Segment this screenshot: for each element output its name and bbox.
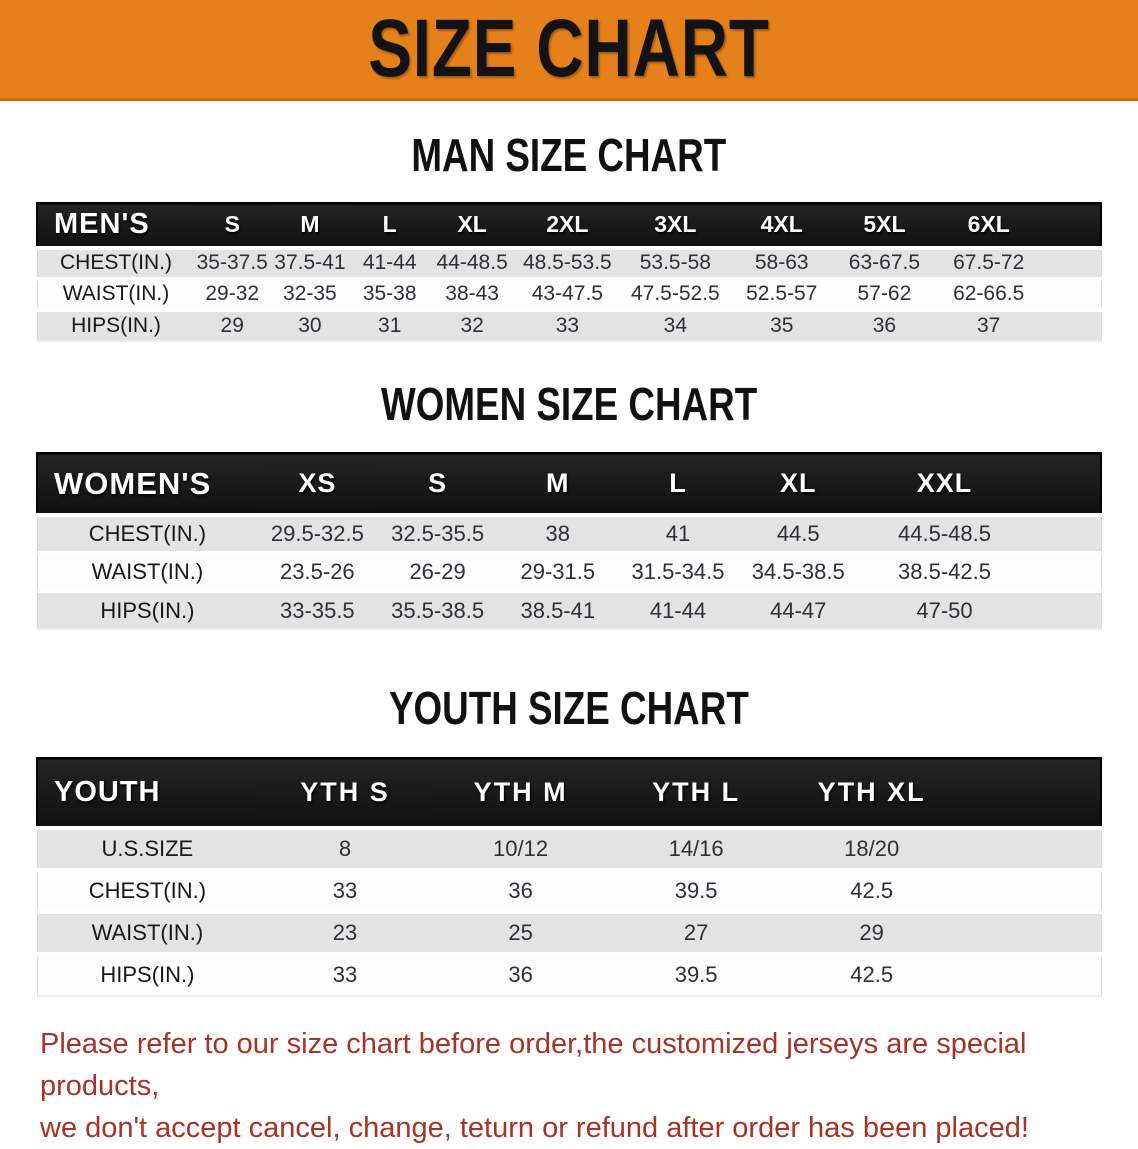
measurement-value: 38.5-42.5 — [898, 559, 991, 585]
measurement-value: 47-50 — [916, 597, 973, 623]
banner-title-text: SIZE CHART — [368, 3, 770, 94]
measurement-row — [37, 310, 1101, 341]
table-corner-label: MEN'S — [54, 208, 150, 241]
measurement-value: 67.5-72 — [953, 251, 1025, 275]
measurement-value: 42.5 — [850, 962, 894, 988]
size-table-header-row — [37, 203, 1101, 248]
measurement-row — [37, 248, 1101, 279]
measurement-value: 32 — [460, 313, 484, 337]
measurement-row — [37, 828, 1101, 870]
measurement-value: 41-44 — [649, 597, 707, 623]
women-section-heading — [0, 379, 1138, 430]
measurement-value: 38.5-41 — [520, 597, 596, 623]
measurement-value: 39.5 — [674, 877, 718, 903]
row-spacer — [1041, 310, 1101, 341]
size-column-header: L — [669, 468, 687, 499]
measurement-value: 33 — [332, 962, 358, 988]
measurement-value: 48.5-53.5 — [522, 251, 612, 275]
size-column-header: M — [300, 211, 320, 238]
measurement-value: 42.5 — [850, 877, 894, 903]
measurement-value: 8 — [338, 835, 352, 861]
measurement-value: 18/20 — [844, 835, 900, 861]
table-corner-label: WOMEN'S — [54, 465, 212, 501]
measurement-value: 29-32 — [205, 282, 260, 306]
row-label: CHEST(IN.) — [59, 251, 172, 275]
measurement-value: 36 — [508, 962, 533, 988]
measurement-value: 23 — [332, 919, 358, 945]
measurement-value: 31.5-34.5 — [631, 559, 725, 585]
measurement-value: 29-31.5 — [520, 559, 596, 585]
row-label: CHEST(IN.) — [88, 521, 207, 547]
measurement-value: 34.5-38.5 — [751, 559, 845, 585]
measurement-value: 35-37.5 — [196, 251, 268, 275]
header-spacer — [1041, 203, 1101, 248]
disclaimer-line-2: we don't accept cancel, change, teturn or refund after order has been placed! — [40, 1111, 1029, 1144]
size-column-header: 4XL — [760, 211, 803, 238]
size-column-header: L — [382, 211, 397, 238]
size-column-header: 6XL — [967, 211, 1010, 238]
row-spacer — [1031, 515, 1101, 553]
men-size-table — [36, 202, 1102, 342]
measurement-value: 58-63 — [754, 251, 809, 275]
size-column-header: 2XL — [546, 211, 589, 238]
measurement-row — [37, 553, 1101, 591]
size-column-header: YTH S — [300, 776, 390, 807]
measurement-value: 37.5-41 — [274, 251, 346, 275]
measurement-value: 44.5-48.5 — [898, 521, 991, 547]
row-spacer — [959, 954, 1101, 996]
measurement-value: 26-29 — [409, 559, 466, 585]
row-spacer — [1041, 248, 1101, 279]
youth-section-heading-text: YOUTH SIZE CHART — [389, 682, 749, 735]
table-corner-label: YOUTH — [54, 775, 161, 808]
measurement-row — [37, 515, 1101, 553]
measurement-value: 57-62 — [857, 282, 912, 306]
measurement-row — [37, 279, 1101, 310]
women-section-heading-text: WOMEN SIZE CHART — [380, 377, 758, 430]
row-spacer — [959, 870, 1101, 912]
measurement-value: 33 — [555, 313, 580, 337]
measurement-row — [37, 870, 1101, 912]
measurement-value: 32-35 — [283, 282, 337, 306]
measurement-value: 36 — [872, 313, 897, 337]
size-column-header: S — [224, 211, 240, 238]
measurement-value: 52.5-57 — [746, 282, 818, 306]
measurement-value: 35.5-38.5 — [391, 597, 485, 623]
row-label: HIPS(IN.) — [100, 962, 195, 988]
size-column-header: YTH L — [652, 776, 741, 807]
measurement-row — [37, 912, 1101, 954]
measurement-value: 44-47 — [770, 597, 827, 623]
measurement-value: 39.5 — [674, 962, 718, 988]
men-section-heading-text: MAN SIZE CHART — [411, 129, 727, 181]
disclaimer-text — [0, 1023, 1138, 1149]
measurement-value: 35 — [770, 313, 794, 337]
measurement-value: 31 — [378, 313, 402, 337]
size-column-header: XS — [298, 468, 337, 499]
measurement-value: 63-67.5 — [848, 251, 921, 275]
measurement-row — [37, 954, 1101, 996]
row-label: CHEST(IN.) — [88, 877, 207, 903]
size-column-header: YTH M — [473, 776, 568, 807]
disclaimer-footer — [0, 1023, 1138, 1149]
measurement-value: 35-38 — [362, 282, 417, 306]
measurement-value: 27 — [683, 919, 709, 945]
measurement-value: 43-47.5 — [531, 282, 603, 306]
youth-section-heading — [0, 683, 1138, 734]
measurement-value: 47.5-52.5 — [630, 282, 720, 306]
men-section-heading — [0, 130, 1138, 181]
measurement-row — [37, 591, 1101, 629]
size-table-header-row — [37, 453, 1101, 515]
measurement-value: 23.5-26 — [280, 559, 355, 585]
measurement-value: 41-44 — [362, 251, 417, 275]
row-spacer — [1031, 553, 1101, 591]
youth-size-table — [36, 757, 1102, 997]
header-spacer — [1031, 453, 1101, 515]
size-column-header: 5XL — [863, 211, 906, 238]
size-column-header: YTH XL — [817, 776, 926, 807]
measurement-value: 30 — [298, 313, 322, 337]
measurement-value: 32.5-35.5 — [391, 521, 485, 547]
row-spacer — [959, 828, 1101, 870]
measurement-value: 62-66.5 — [953, 282, 1025, 306]
row-spacer — [959, 912, 1101, 954]
size-column-header: XL — [457, 211, 487, 238]
banner-title — [318, 3, 820, 94]
measurement-value: 14/16 — [668, 835, 724, 861]
measurement-value: 37 — [977, 313, 1001, 337]
disclaimer-line-1: Please refer to our size chart before order,the customized jerseys are special products, — [40, 1027, 1027, 1102]
measurement-value: 34 — [663, 313, 688, 337]
row-label: HIPS(IN.) — [71, 313, 161, 337]
measurement-value: 29 — [220, 313, 244, 337]
size-column-header: XL — [779, 468, 817, 499]
women-section — [0, 379, 1138, 631]
measurement-value: 44.5 — [776, 521, 820, 547]
measurement-value: 44-48.5 — [436, 251, 508, 275]
measurement-value: 10/12 — [493, 835, 549, 861]
header-spacer — [959, 758, 1101, 828]
row-label: WAIST(IN.) — [91, 919, 204, 945]
size-column-header: XXL — [916, 468, 973, 499]
row-label: WAIST(IN.) — [91, 559, 204, 585]
youth-section — [0, 683, 1138, 997]
size-column-header: 3XL — [654, 211, 697, 238]
measurement-value: 33 — [332, 877, 358, 903]
size-chart-content — [0, 130, 1138, 997]
row-label: U.S.SIZE — [101, 835, 194, 861]
measurement-value: 41 — [665, 521, 691, 547]
measurement-value: 29 — [859, 919, 884, 945]
row-spacer — [1031, 591, 1101, 629]
size-column-header: M — [546, 468, 570, 499]
measurement-value: 29.5-32.5 — [270, 521, 364, 547]
measurement-value: 36 — [508, 877, 533, 903]
men-section — [0, 130, 1138, 342]
measurement-value: 38 — [545, 521, 571, 547]
row-label: HIPS(IN.) — [100, 597, 195, 623]
row-label: WAIST(IN.) — [62, 282, 170, 306]
measurement-value: 33-35.5 — [280, 597, 355, 623]
measurement-value: 53.5-58 — [639, 251, 711, 275]
women-size-table — [36, 452, 1102, 630]
measurement-value: 25 — [508, 919, 533, 945]
measurement-value: 38-43 — [445, 282, 499, 306]
size-table-header-row — [37, 758, 1101, 828]
size-column-header: S — [428, 468, 448, 499]
banner — [0, 0, 1138, 101]
row-spacer — [1041, 279, 1101, 310]
